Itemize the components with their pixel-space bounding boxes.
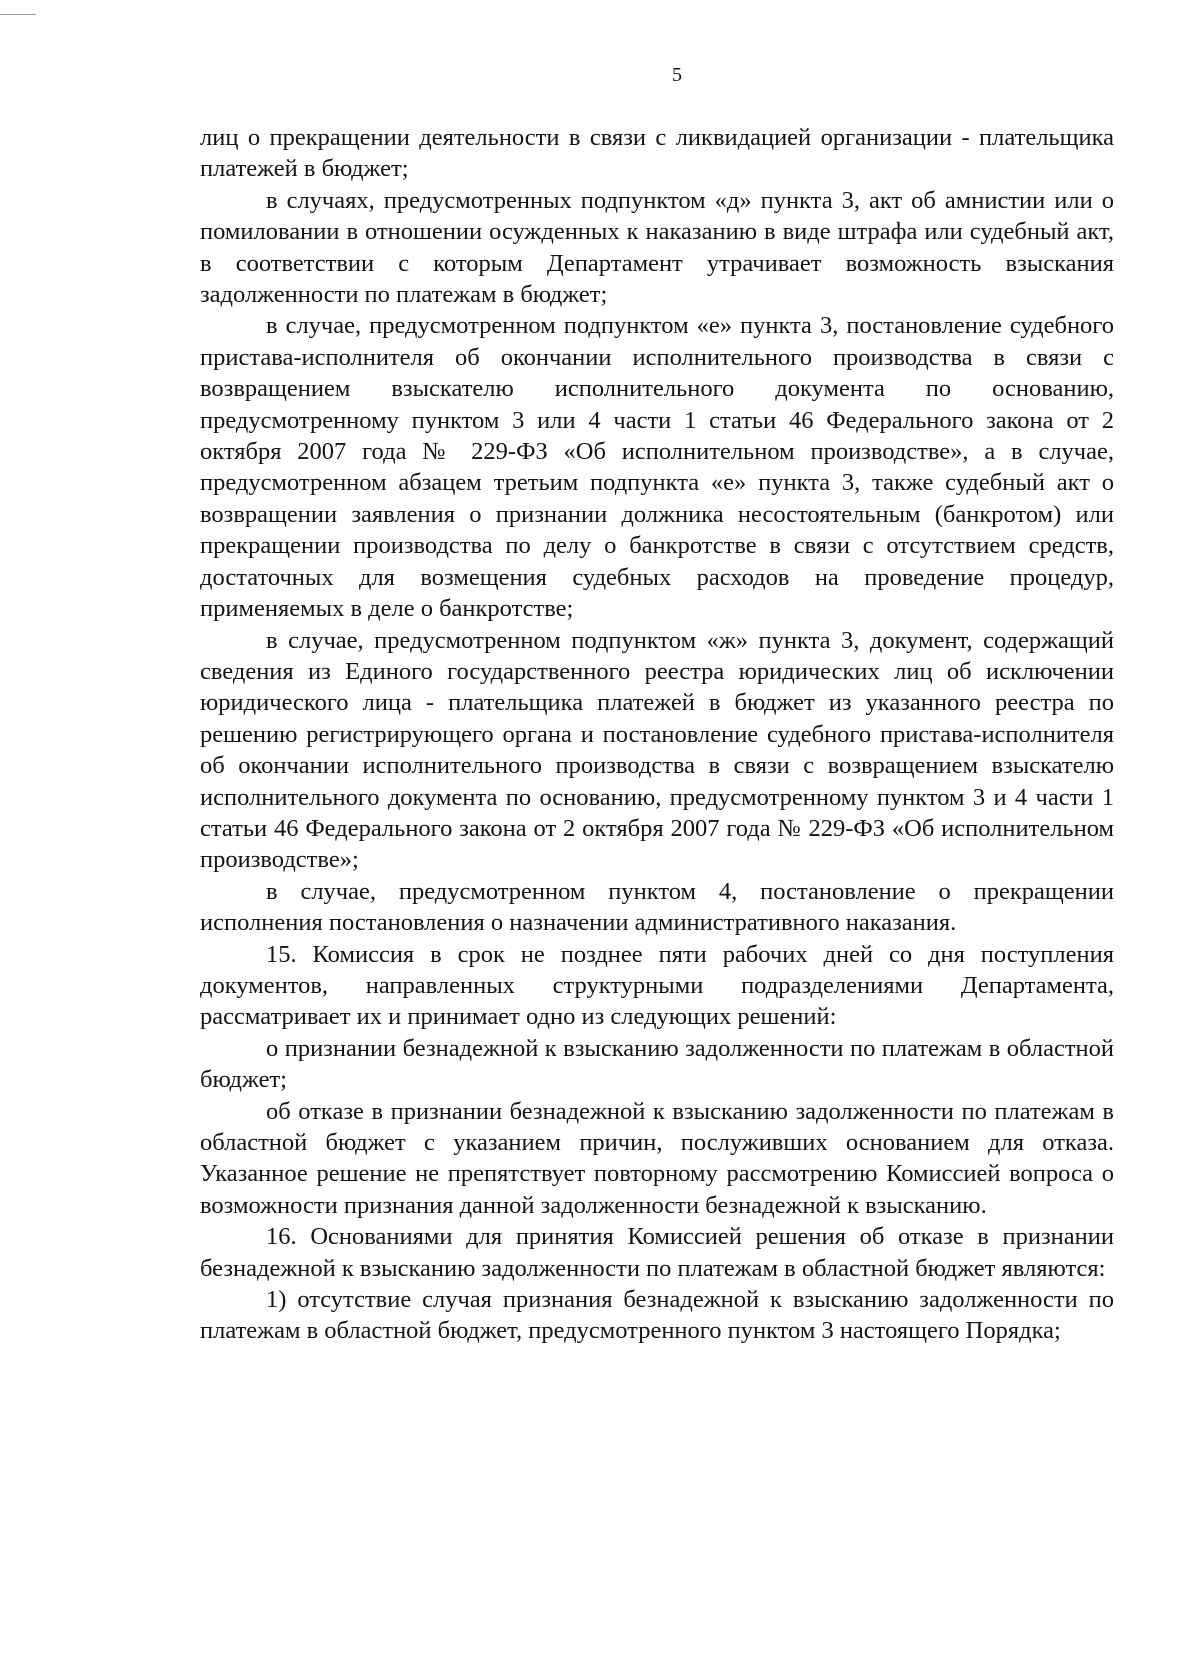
paragraph-continuation: лиц о прекращении деятельности в связи с ликвидацией организации - плательщика платежей в бюджет; — [200, 124, 1114, 183]
page-number: 5 — [672, 64, 682, 86]
scan-edge-mark — [0, 14, 36, 15]
paragraph-case-e: в случае, предусмотренном подпунктом «е» пункта 3, постановление судебного пристава-исполнителя об окончании исполнительного производства в связи с возвращением взыскателю исполнительного документа по основанию, предусмотренному пунктом 3 или 4 части 1 статьи 46 Федерального закона от 2 октября 2007 года № 229-ФЗ «Об исполнительном производстве», а в случае, предусмотренном абзацем третьим подпункта «е» пункта 3, также судебный акт о возвращении заявления о признании должника несостоятельным (банкротом) или прекращении производства по делу о банкротстве в связи с отсутствием средств, достаточных для возмещения судебных расходов на проведение процедур, применяемых в деле о банкротстве; — [200, 312, 1114, 623]
paragraph-case-4: в случае, предусмотренном пунктом 4, постановление о прекращении исполнения постановления о назначении административного наказания. — [200, 877, 1114, 937]
paragraph-decision-refuse: об отказе в признании безнадежной к взысканию задолженности по платежам в областной бюджет с указанием причин, послуживших основанием для отказа. Указанное решение не препятствует повторному рассмотрению Комиссией вопроса о возможности признания данной задолженности безнадежной к взысканию. — [200, 1097, 1114, 1219]
paragraph-item-15: 15. Комиссия в срок не позднее пяти рабочих дней со дня поступления документов, направленных структурными подразделениями Департамента, рассматривает их и принимает одно из следующих решений: — [200, 940, 1114, 1031]
paragraph-decision-recognize: о признании безнадежной к взысканию задолженности по платежам в областной бюджет; — [200, 1034, 1114, 1094]
paragraph-item-16-1: 1) отсутствие случая признания безнадежной к взысканию задолженности по платежам в областной бюджет, предусмотренного пунктом 3 настоящего Порядка; — [200, 1286, 1114, 1345]
document-page — [200, 62, 1114, 1347]
paragraph-case-d: в случаях, предусмотренных подпунктом «д» пункта 3, акт об амнистии или о помиловании в отношении осужденных к наказанию в виде штрафа или судебный акт, в соответствии с которым Департамент утрачивает возможность взыскания задолженности по платежам в бюджет; — [200, 186, 1114, 309]
paragraph-case-zh: в случае, предусмотренном подпунктом «ж» пункта 3, документ, содержащий сведения из Единого государственного реестра юридических лиц об исключении юридического лица - плательщика платежей в бюджет из указанного реестра по решению регистрирующего органа и постановление судебного пристава-исполнителя об окончании исполнительного производства в связи с возвращением взыскателю исполнительного документа по основанию, предусмотренному пунктом 3 и 4 части 1 статьи 46 Федерального закона от 2 октября 2007 года № 229-ФЗ «Об исполнительном производстве»; — [200, 626, 1114, 874]
paragraph-item-16: 16. Основаниями для принятия Комиссией решения об отказе в признании безнадежной к взысканию задолженности по платежам в областной бюджет являются: — [200, 1223, 1114, 1282]
